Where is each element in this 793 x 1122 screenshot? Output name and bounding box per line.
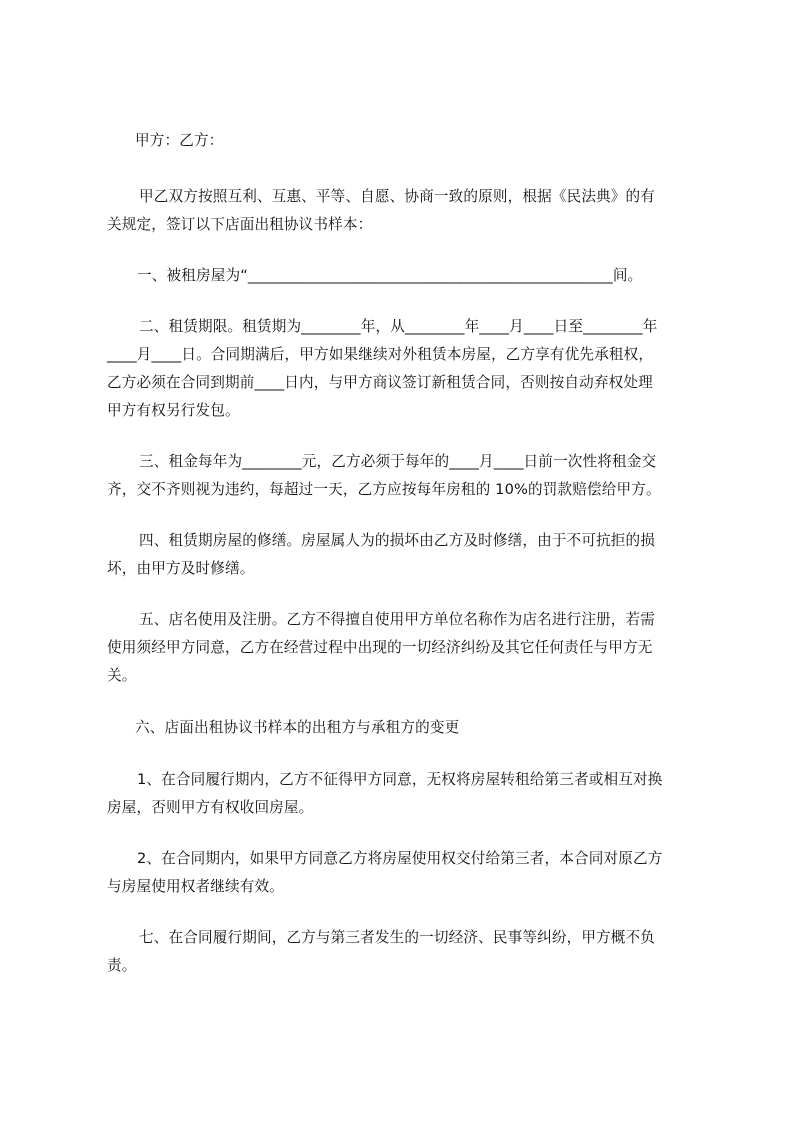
clause-3-line-1: 三、租金每年为________元，乙方必须于每年的____月____日前一次性将租金交 — [139, 453, 657, 470]
clause-2-line-1: 二、租赁期限。租赁期为________年，从________年____月____日至________年 — [139, 318, 658, 335]
intro-line-2: 关规定，签订以下店面出租协议书样本： — [107, 216, 373, 233]
clause-4 — [107, 527, 707, 583]
clause-6-title — [107, 714, 707, 742]
clause-2-line-3: 乙方必须在合同到期前____日内，与甲方商议签订新租赁合同，否则按自动弃权处理 — [107, 374, 653, 391]
clause-6-item-1-line-1: 1、在合同履行期内，乙方不征得甲方同意，无权将房屋转租给第三者或相互对换 — [137, 771, 663, 788]
clause-7 — [107, 924, 707, 980]
clause-1-line-1: 一、被租房屋为“_________________________________________________间。 — [137, 267, 643, 284]
clause-4-line-2: 坏，由甲方及时修缮。 — [107, 560, 255, 577]
parties-line — [107, 127, 707, 155]
clause-6-item-2-line-2: 与房屋使用权者继续有效。 — [107, 878, 284, 895]
clause-6-item-2-line-1: 2、在合同期内，如果甲方同意乙方将房屋使用权交付给第三者，本合同对原乙方 — [137, 850, 663, 867]
clause-2-line-2: ____月____日。合同期满后，甲方如果继续对外租赁本房屋，乙方享有优先承租权， — [107, 346, 654, 363]
clause-5-line-2: 使用须经甲方同意，乙方在经营过程中出现的一切经济纠纷及其它任何责任与甲方无 — [107, 639, 653, 656]
clause-2-line-4: 甲方有权另行发包。 — [107, 402, 240, 419]
clause-5-line-3: 关。 — [107, 667, 137, 684]
clause-4-line-1: 四、租赁期房屋的修缮。房屋属人为的损坏由乙方及时修缮，由于不可抗拒的损 — [139, 532, 656, 549]
intro-line-1: 甲乙双方按照互利、互惠、平等、自愿、协商一致的原则，根据《民法典》的有 — [139, 188, 656, 205]
clause-6-item-1 — [107, 766, 707, 822]
clause-7-line-1: 七、在合同履行期间，乙方与第三者发生的一切经济、民事等纠纷，甲方概不负 — [139, 929, 656, 946]
clause-6-title-text: 六、店面出租协议书样本的出租方与承租方的变更 — [135, 719, 460, 736]
clause-2 — [107, 313, 707, 425]
parties-text: 甲方：乙方： — [135, 132, 224, 149]
intro-paragraph — [107, 183, 707, 239]
clause-7-line-2: 责。 — [107, 957, 137, 974]
clause-6-item-2 — [107, 845, 707, 901]
clause-3-line-2: 齐，交不齐则视为违约，每超过一天，乙方应按每年房租的 10%的罚款赔偿给甲方。 — [107, 481, 661, 498]
clause-3 — [107, 448, 707, 504]
clause-1 — [107, 262, 707, 290]
clause-5 — [107, 606, 707, 690]
clause-5-line-1: 五、店名使用及注册。乙方不得擅自使用甲方单位名称作为店名进行注册，若需 — [139, 611, 656, 628]
clause-6-item-1-line-2: 房屋，否则甲方有权收回房屋。 — [107, 799, 314, 816]
